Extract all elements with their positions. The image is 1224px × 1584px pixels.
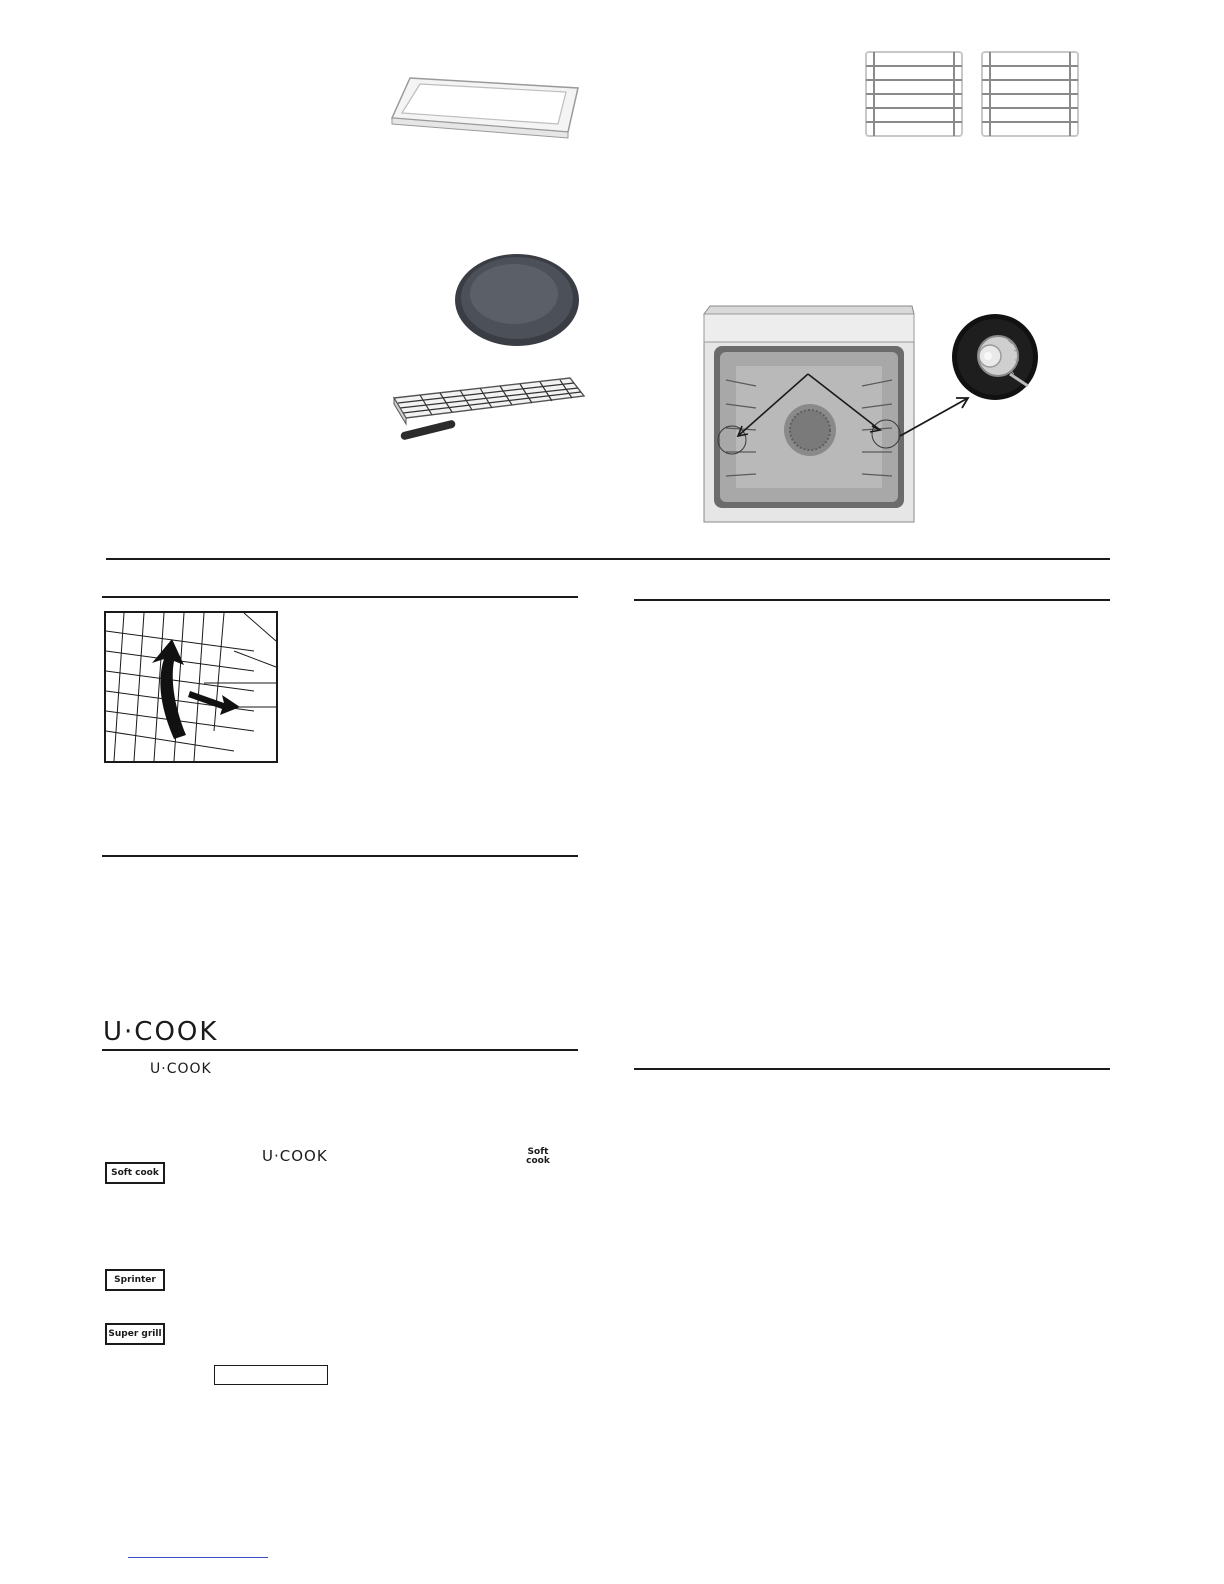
left-column-rule-1 <box>102 596 578 598</box>
left-column-rule-2 <box>102 855 578 857</box>
rack-removal-illustration <box>104 611 278 763</box>
footer-link-underline[interactable] <box>128 1557 268 1558</box>
side-racks-illustration <box>860 48 1085 140</box>
right-column-rule-1 <box>634 599 1110 601</box>
right-column-rule-2 <box>634 1068 1110 1070</box>
ucook-logo-inline-1: U·COOK <box>150 1061 212 1077</box>
empty-outlined-box <box>214 1365 328 1385</box>
soft-cook-inline-icon: Soft cook <box>526 1147 550 1166</box>
baking-tray-illustration <box>380 70 585 140</box>
pizza-pan-illustration <box>452 250 582 350</box>
left-column-rule-3 <box>102 1049 578 1051</box>
ucook-logo-inline-2: U·COOK <box>262 1147 328 1165</box>
soft-cook-badge: Soft cook <box>105 1162 165 1184</box>
wire-grill-illustration <box>380 368 590 446</box>
section-divider <box>106 558 1110 560</box>
oven-cavity-illustration <box>700 302 920 524</box>
screw-detail-illustration <box>950 312 1040 402</box>
super-grill-badge: Super grill <box>105 1323 165 1345</box>
sprinter-badge: Sprinter <box>105 1269 165 1291</box>
ucook-logo-heading: U·COOK <box>103 1017 219 1047</box>
